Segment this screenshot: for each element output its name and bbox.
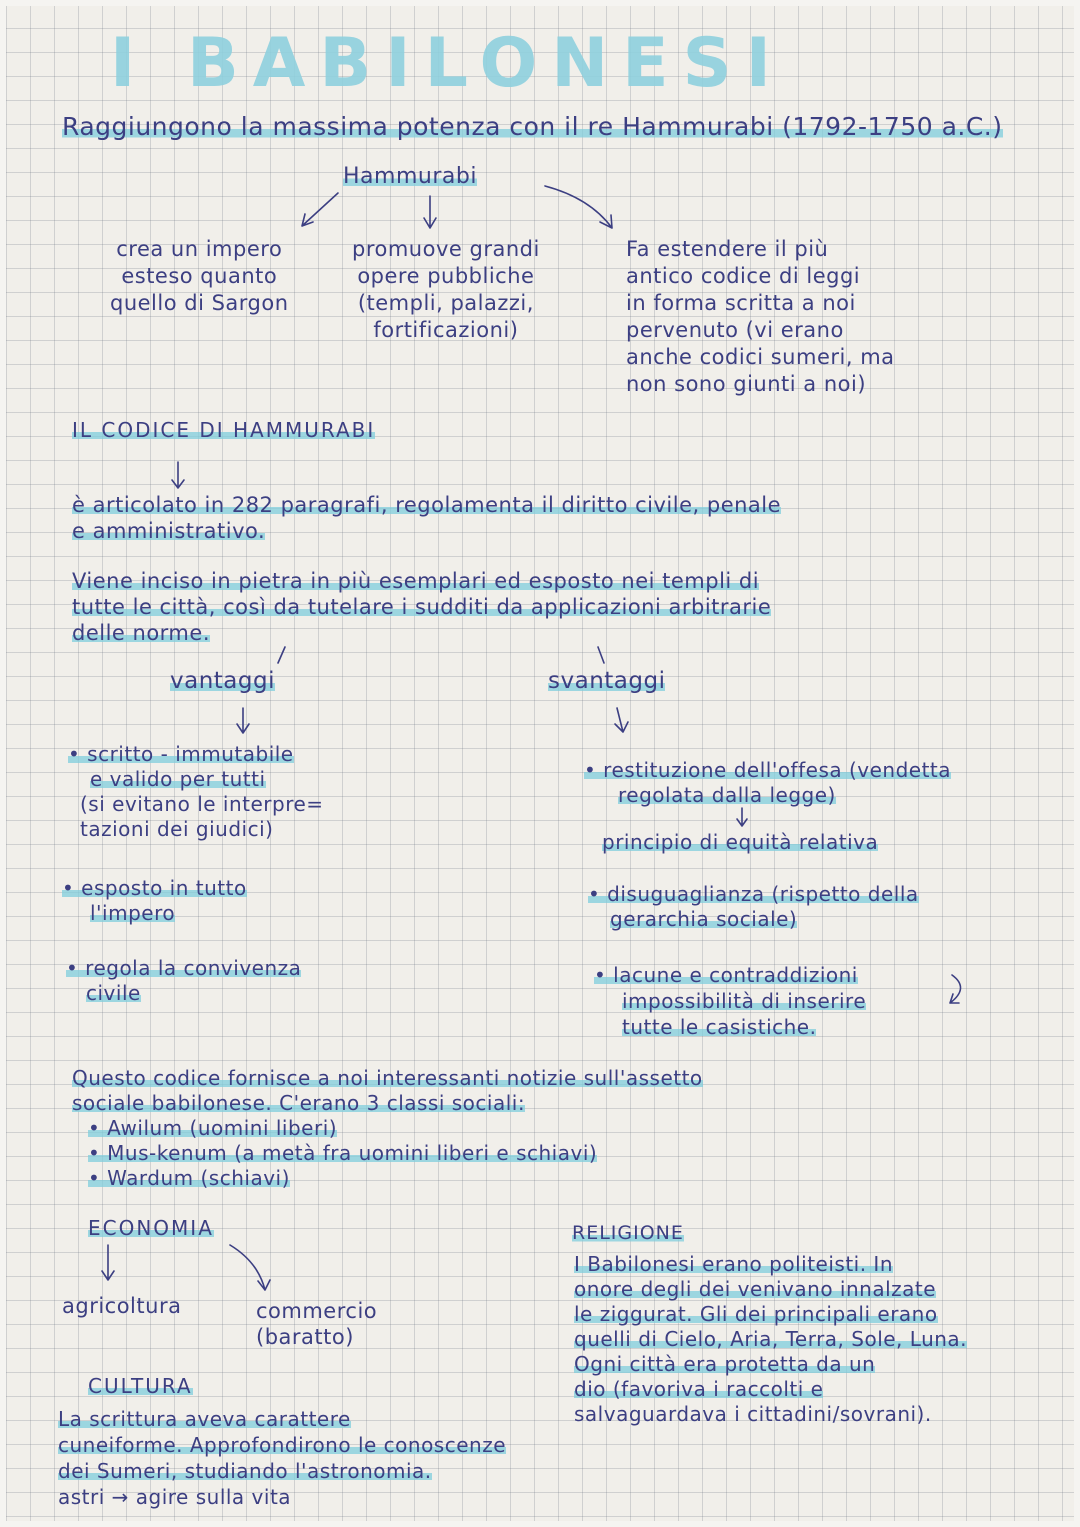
arrow-lacune (950, 975, 961, 1003)
economia-heading: ECONOMIA (88, 1216, 214, 1240)
hammurabi-heading: Hammurabi (343, 164, 477, 189)
branch-codice: Fa estendere il più antico codice di leggi in forma scritta a noi pervenuto (vi erano anche codici sumeri, ma non sono giunti a noi) (626, 237, 895, 396)
arrow-branch3 (545, 186, 612, 228)
page-title: I BABILONESI (110, 24, 785, 103)
arrow-agricoltura (102, 1245, 114, 1280)
vantaggio-convivenza: • regola la convivenza civile (66, 956, 302, 1005)
codice-description: è articolato in 282 paragrafi, regolamenta il diritto civile, penale e amministrativo. (72, 493, 782, 543)
economia-commercio: commercio (baratto) (256, 1299, 378, 1349)
arrow-branch1 (302, 193, 338, 226)
arrow-codice (172, 462, 184, 488)
economia-agricoltura: agricoltura (62, 1294, 182, 1318)
arrow-svantaggi-down (615, 708, 628, 732)
arrow-commercio (230, 1245, 270, 1290)
svantaggio-restituzione: • restituzione dell'offesa (vendetta regolata dalla legge) (584, 758, 952, 807)
vantaggio-esposto: • esposto in tutto l'impero (62, 876, 247, 925)
arrow-vantaggi-down (237, 708, 249, 733)
classi-sociali: Questo codice fornisce a noi interessanti notizie sull'assetto sociale babilonese. C'erano 3 classi sociali: • Awilum (uomini liberi) • Mus-kenum (a metà fra uomini liberi e schiavi) • Wardum (schiavi) (72, 1066, 703, 1190)
svantaggio-equita: principio di equità relativa (602, 830, 879, 854)
arrow-to-vantaggi (278, 647, 285, 663)
branch-opere: promuove grandi opere pubbliche (templi, palazzi, fortificazioni) (352, 237, 540, 342)
codice-inciso: Viene inciso in pietra in più esemplari ed esposto nei templi di tutte le città, così da tutelare i sudditi da applicazioni arbitrarie delle norme. (72, 569, 772, 645)
arrow-to-svantaggi (598, 647, 604, 663)
branch-impero: crea un impero esteso quanto quello di Sargon (110, 237, 289, 315)
svantaggio-lacune: • lacune e contraddizioni impossibilità di inserire tutte le casistiche. (594, 963, 867, 1039)
vantaggio-scritto: • scritto - immutabile e valido per tutti (si evitano le interpre= tazioni dei giudici) (68, 742, 324, 841)
cultura-text: La scrittura aveva carattere cuneiforme. Approfondirono le conoscenze dei Sumeri, studiando l'astronomia. astri → agire sulla vita (58, 1407, 507, 1509)
codice-heading: IL CODICE DI HAMMURABI (72, 418, 376, 442)
arrow-branch2 (424, 196, 436, 228)
arrow-equita (737, 808, 747, 826)
svantaggi-heading: svantaggi (548, 668, 666, 694)
religione-heading: RELIGIONE (572, 1222, 684, 1244)
intro-text: Raggiungono la massima potenza con il re Hammurabi (1792-1750 a.C.) (62, 112, 1003, 141)
vantaggi-heading: vantaggi (170, 668, 275, 694)
svantaggio-disuguaglianza: • disuguaglianza (rispetto della gerarchia sociale) (588, 882, 919, 931)
religione-text: I Babilonesi erano politeisti. In onore degli dei venivano innalzate le ziggurat. Gli dei principali erano quelli di Cielo, Aria, Terra, Sole, Luna. Ogni città era protetta da un dio (favoriva i raccolti e salvaguardava i cittadini/sovrani). (574, 1252, 968, 1426)
cultura-heading: CULTURA (88, 1374, 193, 1398)
